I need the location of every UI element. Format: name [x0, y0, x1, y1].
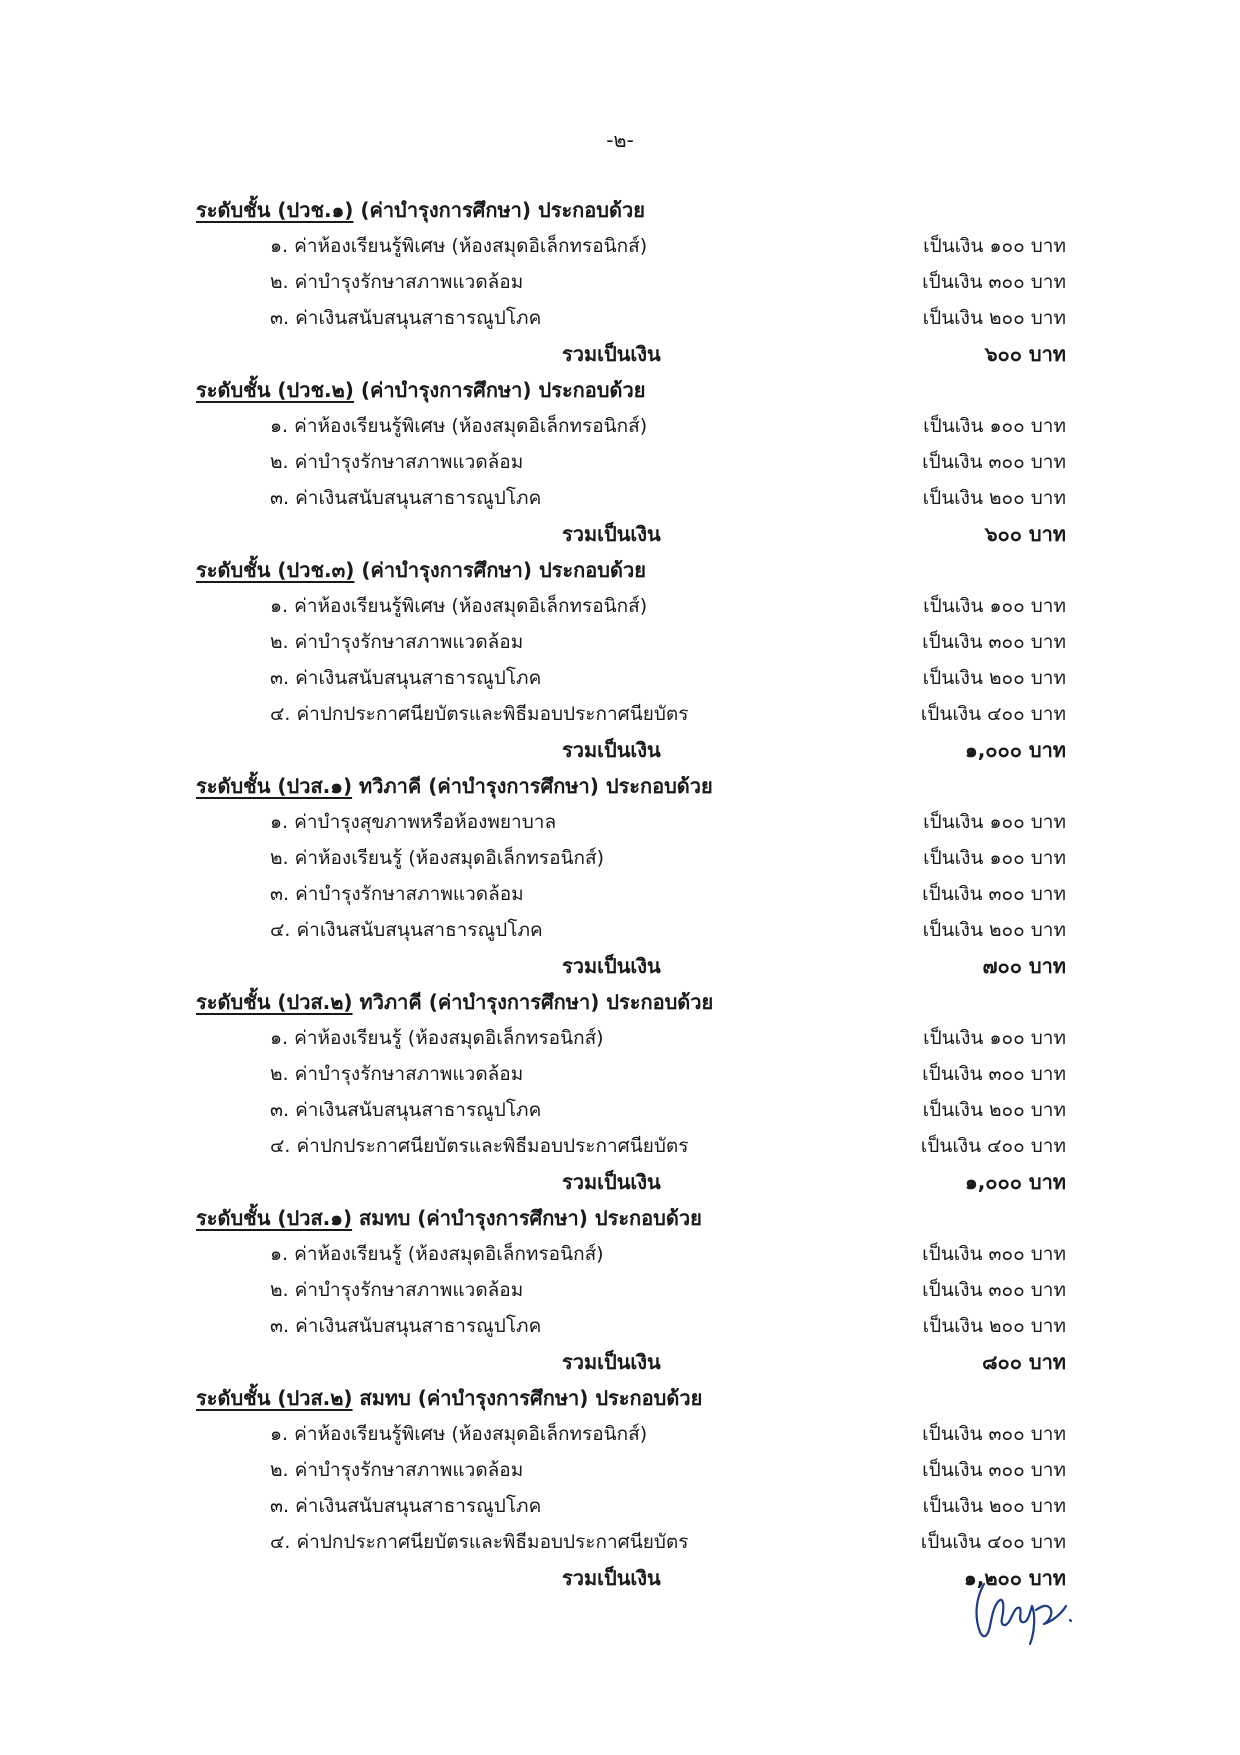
level-label: ระดับชั้น (ปวช.๑): [196, 198, 354, 222]
fee-item-text: ๒. ค่าบำรุงรักษาสภาพแวดล้อม: [270, 1459, 524, 1481]
fee-item-amount: เป็นเงิน ๑๐๐ บาท: [923, 235, 1066, 257]
fee-item-text: ๔. ค่าปกประกาศนียบัตรและพิธีมอบประกาศนียบัตร: [270, 703, 689, 725]
fee-item-amount: เป็นเงิน ๓๐๐ บาท: [922, 451, 1066, 473]
fee-item-amount: เป็นเงิน ๓๐๐ บาท: [922, 1063, 1066, 1085]
section-heading: [196, 192, 1076, 228]
fee-item-amount: เป็นเงิน ๒๐๐ บาท: [922, 667, 1066, 689]
level-label: ระดับชั้น (ปวช.๓): [196, 558, 355, 582]
total-label: รวมเป็นเงิน: [562, 738, 661, 762]
total-amount: ๖๐๐ บาท: [984, 342, 1066, 366]
total-label: รวมเป็นเงิน: [562, 1566, 661, 1590]
total-label: รวมเป็นเงิน: [562, 522, 661, 546]
handwritten-signature-icon: [970, 1576, 1080, 1646]
fee-list: [196, 192, 1076, 1596]
level-label: ระดับชั้น (ปวส.๒): [196, 990, 353, 1014]
total-amount: ๖๐๐ บาท: [984, 522, 1066, 546]
section-heading: [196, 372, 1076, 408]
section-heading-text: ทวิภาคี (ค่าบำรุงการศึกษา) ประกอบด้วย: [352, 990, 714, 1014]
fee-item-text: ๒. ค่าบำรุงรักษาสภาพแวดล้อม: [270, 451, 524, 473]
total-amount: ๘๐๐ บาท: [982, 1350, 1066, 1374]
fee-item-amount: เป็นเงิน ๑๐๐ บาท: [923, 847, 1066, 869]
fee-item-row: [196, 480, 1076, 516]
fee-item-text: ๒. ค่าบำรุงรักษาสภาพแวดล้อม: [270, 271, 524, 293]
total-row: [196, 1344, 1076, 1380]
fee-item-amount: เป็นเงิน ๓๐๐ บาท: [922, 631, 1066, 653]
fee-item-text: ๑. ค่าห้องเรียนรู้ (ห้องสมุดอิเล็กทรอนิกส์): [270, 1027, 604, 1049]
fee-item-row: [196, 1092, 1076, 1128]
fee-item-row: [196, 228, 1076, 264]
fee-item-amount: เป็นเงิน ๒๐๐ บาท: [922, 1099, 1066, 1121]
fee-item-text: ๒. ค่าบำรุงรักษาสภาพแวดล้อม: [270, 631, 524, 653]
fee-item-row: [196, 840, 1076, 876]
total-row: [196, 732, 1076, 768]
total-row: [196, 336, 1076, 372]
fee-item-amount: เป็นเงิน ๒๐๐ บาท: [922, 1495, 1066, 1517]
fee-item-text: ๓. ค่าเงินสนับสนุนสาธารณูปโภค: [270, 1315, 542, 1337]
fee-item-text: ๓. ค่าเงินสนับสนุนสาธารณูปโภค: [270, 307, 542, 329]
page-number: -๒-: [606, 128, 634, 152]
fee-item-row: [196, 876, 1076, 912]
total-label: รวมเป็นเงิน: [562, 1350, 661, 1374]
section-heading: [196, 1200, 1076, 1236]
fee-item-row: [196, 444, 1076, 480]
fee-item-row: [196, 912, 1076, 948]
section-heading-text: สมทบ (ค่าบำรุงการศึกษา) ประกอบด้วย: [352, 1386, 703, 1410]
fee-item-row: [196, 408, 1076, 444]
section-heading-text: (ค่าบำรุงการศึกษา) ประกอบด้วย: [353, 378, 646, 402]
total-amount: ๗๐๐ บาท: [982, 954, 1066, 978]
section-heading: [196, 552, 1076, 588]
fee-item-amount: เป็นเงิน ๒๐๐ บาท: [922, 919, 1066, 941]
fee-item-amount: เป็นเงิน ๔๐๐ บาท: [920, 1531, 1066, 1553]
fee-item-row: [196, 588, 1076, 624]
fee-item-text: ๑. ค่าห้องเรียนรู้พิเศษ (ห้องสมุดอิเล็กทรอนิกส์): [270, 415, 648, 437]
fee-item-text: ๒. ค่าบำรุงรักษาสภาพแวดล้อม: [270, 1279, 524, 1301]
fee-item-row: [196, 1308, 1076, 1344]
fee-item-row: [196, 804, 1076, 840]
fee-item-text: ๓. ค่าเงินสนับสนุนสาธารณูปโภค: [270, 1495, 542, 1517]
total-label: รวมเป็นเงิน: [562, 342, 661, 366]
fee-item-row: [196, 624, 1076, 660]
section-heading: [196, 768, 1076, 804]
fee-item-text: ๑. ค่าห้องเรียนรู้พิเศษ (ห้องสมุดอิเล็กทรอนิกส์): [270, 235, 648, 257]
fee-item-row: [196, 696, 1076, 732]
total-amount: ๑,๒๐๐ บาท: [964, 1566, 1066, 1590]
fee-item-text: ๓. ค่าเงินสนับสนุนสาธารณูปโภค: [270, 487, 542, 509]
fee-item-row: [196, 1272, 1076, 1308]
fee-item-row: [196, 1020, 1076, 1056]
fee-item-row: [196, 1488, 1076, 1524]
fee-item-row: [196, 1452, 1076, 1488]
section-heading: [196, 1380, 1076, 1416]
total-row: [196, 1560, 1076, 1596]
fee-item-text: ๑. ค่าห้องเรียนรู้พิเศษ (ห้องสมุดอิเล็กทรอนิกส์): [270, 1423, 648, 1445]
fee-item-row: [196, 1416, 1076, 1452]
fee-item-amount: เป็นเงิน ๔๐๐ บาท: [920, 703, 1066, 725]
section-heading-text: ทวิภาคี (ค่าบำรุงการศึกษา) ประกอบด้วย: [352, 774, 713, 798]
section-heading-text: (ค่าบำรุงการศึกษา) ประกอบด้วย: [353, 198, 645, 222]
fee-item-text: ๔. ค่าปกประกาศนียบัตรและพิธีมอบประกาศนียบัตร: [270, 1531, 689, 1553]
fee-item-amount: เป็นเงิน ๓๐๐ บาท: [922, 1279, 1066, 1301]
fee-item-text: ๓. ค่าบำรุงรักษาสภาพแวดล้อม: [270, 883, 524, 905]
total-amount: ๑,๐๐๐ บาท: [965, 1170, 1066, 1194]
total-row: [196, 516, 1076, 552]
total-label: รวมเป็นเงิน: [562, 1170, 661, 1194]
fee-item-text: ๒. ค่าห้องเรียนรู้ (ห้องสมุดอิเล็กทรอนิกส์): [270, 847, 605, 869]
level-label: ระดับชั้น (ปวส.๒): [196, 1386, 353, 1410]
fee-item-amount: เป็นเงิน ๑๐๐ บาท: [923, 1027, 1066, 1049]
fee-item-amount: เป็นเงิน ๓๐๐ บาท: [922, 271, 1066, 293]
fee-item-row: [196, 1056, 1076, 1092]
fee-item-amount: เป็นเงิน ๒๐๐ บาท: [922, 307, 1066, 329]
fee-item-row: [196, 264, 1076, 300]
fee-item-amount: เป็นเงิน ๓๐๐ บาท: [922, 1243, 1066, 1265]
fee-item-row: [196, 1524, 1076, 1560]
fee-item-amount: เป็นเงิน ๓๐๐ บาท: [922, 1459, 1066, 1481]
level-label: ระดับชั้น (ปวส.๑): [196, 1206, 353, 1230]
fee-item-text: ๒. ค่าบำรุงรักษาสภาพแวดล้อม: [270, 1063, 524, 1085]
fee-item-text: ๓. ค่าเงินสนับสนุนสาธารณูปโภค: [270, 667, 542, 689]
level-label: ระดับชั้น (ปวช.๒): [196, 378, 354, 402]
fee-item-amount: เป็นเงิน ๑๐๐ บาท: [923, 811, 1066, 833]
fee-item-row: [196, 1236, 1076, 1272]
total-row: [196, 948, 1076, 984]
section-heading: [196, 984, 1076, 1020]
fee-item-text: ๑. ค่าบำรุงสุขภาพหรือห้องพยาบาล: [270, 811, 557, 833]
fee-item-amount: เป็นเงิน ๑๐๐ บาท: [923, 595, 1066, 617]
total-row: [196, 1164, 1076, 1200]
fee-item-text: ๑. ค่าห้องเรียนรู้ (ห้องสมุดอิเล็กทรอนิกส์): [270, 1243, 604, 1265]
fee-item-amount: เป็นเงิน ๓๐๐ บาท: [922, 883, 1066, 905]
fee-item-amount: เป็นเงิน ๔๐๐ บาท: [920, 1135, 1066, 1157]
fee-item-text: ๔. ค่าปกประกาศนียบัตรและพิธีมอบประกาศนียบัตร: [270, 1135, 689, 1157]
fee-item-amount: เป็นเงิน ๑๐๐ บาท: [923, 415, 1066, 437]
fee-item-text: ๑. ค่าห้องเรียนรู้พิเศษ (ห้องสมุดอิเล็กทรอนิกส์): [270, 595, 648, 617]
fee-item-text: ๔. ค่าเงินสนับสนุนสาธารณูปโภค: [270, 919, 543, 941]
fee-item-row: [196, 1128, 1076, 1164]
fee-item-amount: เป็นเงิน ๒๐๐ บาท: [922, 487, 1066, 509]
total-label: รวมเป็นเงิน: [562, 954, 661, 978]
fee-item-amount: เป็นเงิน ๓๐๐ บาท: [922, 1423, 1066, 1445]
fee-item-text: ๓. ค่าเงินสนับสนุนสาธารณูปโภค: [270, 1099, 542, 1121]
fee-item-row: [196, 300, 1076, 336]
level-label: ระดับชั้น (ปวส.๑): [196, 774, 353, 798]
total-amount: ๑,๐๐๐ บาท: [965, 738, 1066, 762]
section-heading-text: (ค่าบำรุงการศึกษา) ประกอบด้วย: [354, 558, 646, 582]
fee-item-amount: เป็นเงิน ๒๐๐ บาท: [922, 1315, 1066, 1337]
section-heading-text: สมทบ (ค่าบำรุงการศึกษา) ประกอบด้วย: [352, 1206, 702, 1230]
fee-item-row: [196, 660, 1076, 696]
